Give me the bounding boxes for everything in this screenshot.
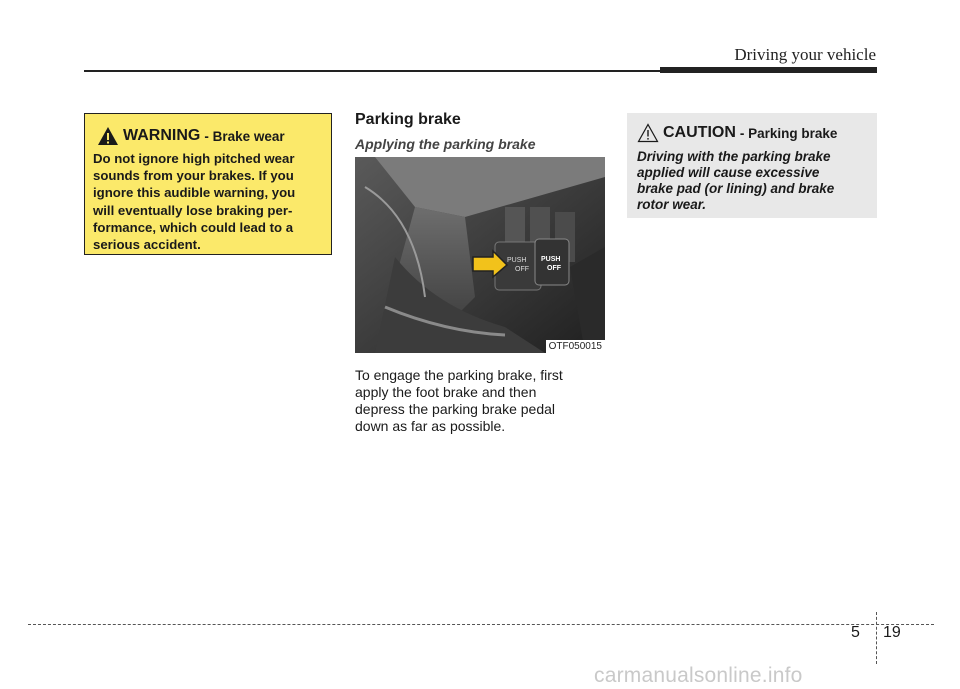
section-title: Parking brake xyxy=(355,111,461,128)
caution-triangle-icon xyxy=(637,123,659,143)
warning-line: serious accident. xyxy=(93,237,201,253)
caution-word: CAUTION xyxy=(663,124,736,141)
warning-line: formance, which could lead to a xyxy=(93,219,294,235)
parking-brake-illustration xyxy=(355,157,605,353)
header-title: Driving your vehicle xyxy=(734,45,876,64)
figure-label: OTF050015 xyxy=(546,340,605,353)
body-text xyxy=(355,367,605,435)
header-rule-thin xyxy=(84,70,660,72)
parking-brake-figure xyxy=(355,157,605,353)
page-chapter: 5 xyxy=(851,624,860,641)
pedal-label-push: PUSH xyxy=(507,257,527,264)
warning-triangle-icon xyxy=(97,126,119,146)
body-line: depress the parking brake pedal xyxy=(355,401,556,417)
caution-line: Driving with the parking brake xyxy=(637,149,831,164)
footer-dashed-divider xyxy=(876,612,877,664)
body-line: apply the foot brake and then xyxy=(355,384,537,400)
watermark: carmanualsonline.info xyxy=(594,664,803,687)
warning-line: sounds from your brakes. If you xyxy=(93,168,294,184)
footer-dashed-line xyxy=(28,624,934,625)
body-line: To engage the parking brake, first xyxy=(355,367,563,383)
caution-line: applied will cause excessive xyxy=(637,165,820,180)
caution-body xyxy=(637,149,869,213)
header-rule-thick xyxy=(660,67,877,73)
section-subtitle: Applying the parking brake xyxy=(355,136,536,152)
body-line: down as far as possible. xyxy=(355,418,506,434)
warning-heading xyxy=(97,126,285,146)
caution-subtitle: - Parking brake xyxy=(739,125,838,141)
pedal-label-off-2: OFF xyxy=(547,265,561,272)
warning-line: Do not ignore high pitched wear xyxy=(93,151,295,166)
page-number: 19 xyxy=(883,624,901,641)
caution-line: rotor wear. xyxy=(637,197,707,212)
caution-line: brake pad (or lining) and brake xyxy=(637,181,835,196)
warning-box xyxy=(84,113,332,255)
warning-subtitle: - Brake wear xyxy=(204,128,285,144)
caution-box xyxy=(627,113,877,218)
pedal-label-push-2: PUSH xyxy=(541,256,561,263)
caution-heading xyxy=(637,123,837,143)
pedal-label-off: OFF xyxy=(515,266,529,273)
warning-body xyxy=(93,150,329,253)
warning-word: WARNING xyxy=(123,127,201,144)
warning-line: ignore this audible warning, you xyxy=(93,185,296,201)
warning-line: will eventually lose braking per- xyxy=(93,202,293,218)
